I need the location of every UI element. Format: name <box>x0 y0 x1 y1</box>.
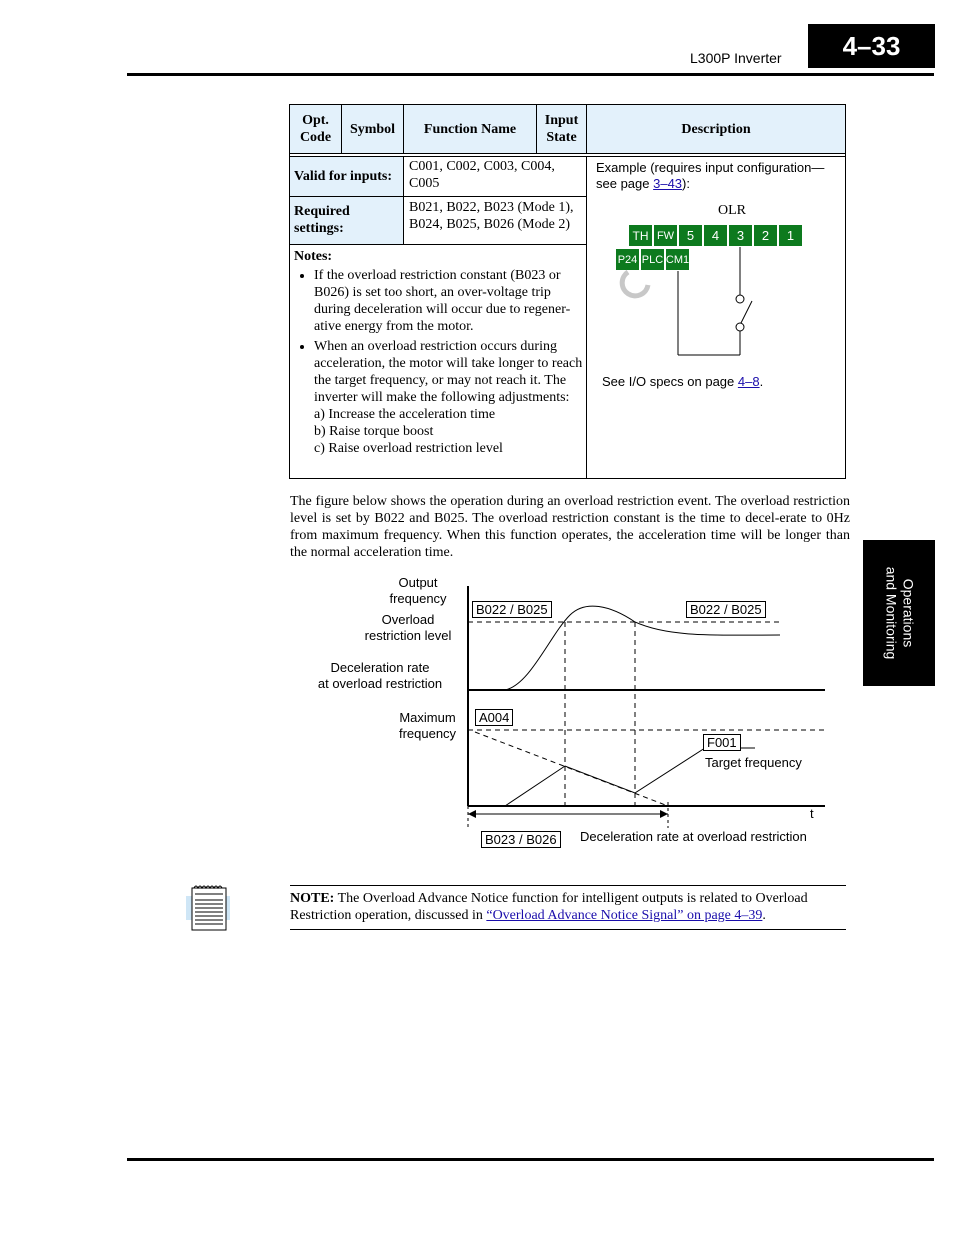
terminal-plc: PLC <box>640 248 665 271</box>
label-target-frequency: Target frequency <box>705 755 802 770</box>
body-paragraph: The figure below shows the operation during an overload restriction event. The overload restriction level is set by B022 and B025. The overload restriction constant is the time to decel-erate to 0Hz from maximum frequency. When this function operates, the acceleration time will be longer than the normal acceleration time. <box>290 494 850 560</box>
note-label: NOTE: <box>290 891 335 906</box>
chapter-tab-label: Operations and Monitoring <box>883 566 916 660</box>
note-link[interactable]: “Overload Advance Notice Signal” on page 4–39 <box>486 908 763 923</box>
label-max-frequency: Maximum frequency <box>398 710 457 741</box>
col-description: Description <box>587 105 845 153</box>
box-f001: F001 <box>703 734 741 751</box>
note-box: NOTE: The Overload Advance Notice function for intelligent outputs is related to Overload Restriction operation, discussed in “Overload Advance Notice Signal” on page 4–39. <box>290 885 846 930</box>
note-item: • When an overload restriction occurs during acceleration, the motor will take longer to reach the target frequency, or may not reach it. The inverter will make the following adjustments: a) Increase the acceleration time b) Raise torque boost c) Raise overload restriction level <box>314 338 584 457</box>
io-specs-link[interactable]: 4–8 <box>737 374 760 389</box>
valid-inputs-value: C001, C002, C003, C004, C005 <box>409 159 555 191</box>
label-t-axis: t <box>810 806 814 821</box>
switch-icon <box>740 301 752 325</box>
adjustment-item: c) Raise overload restriction level <box>314 441 503 456</box>
required-settings-value: B021, B022, B023 (Mode 1), B024, B025, B026 (Mode 2) <box>409 200 574 232</box>
olr-label: OLR <box>718 203 746 218</box>
terminal-1: 1 <box>778 224 803 247</box>
valid-inputs-label: Valid for inputs: <box>290 157 404 196</box>
running-header: L300P Inverter <box>690 50 782 66</box>
adjustment-item: a) Increase the acceleration time <box>314 407 496 422</box>
chapter-tab <box>863 540 935 686</box>
jumper-icon <box>622 272 648 296</box>
label-output-frequency: Output frequency <box>389 575 447 606</box>
terminal-fw: FW <box>653 224 678 247</box>
terminal-3: 3 <box>728 224 753 247</box>
label-decel-bottom: Deceleration rate at overload restriction <box>580 829 807 844</box>
notepad-icon <box>183 884 233 932</box>
col-function-name: Function Name <box>404 105 537 153</box>
box-b022-right: B022 / B025 <box>686 601 766 618</box>
terminal-4: 4 <box>703 224 728 247</box>
label-decel-rate: Deceleration rate at overload restriction <box>317 660 443 691</box>
footer-rule <box>127 1158 934 1161</box>
note-item: • If the overload restriction constant (B023 or B026) is set too short, an over-voltage trip during deceleration will occur due to regener-ative energy from the motor. <box>314 267 584 335</box>
example-page-link[interactable]: 3–43 <box>653 176 683 191</box>
box-a004: A004 <box>475 709 513 726</box>
notes-title: Notes: <box>294 249 333 264</box>
col-input-state: Input State <box>537 105 587 153</box>
notes-block <box>294 248 584 460</box>
required-settings-label: Required settings: <box>290 197 404 244</box>
terminal-2: 2 <box>753 224 778 247</box>
io-specs-text: See I/O specs on page 4–8. <box>602 374 764 389</box>
terminal-5: 5 <box>678 224 703 247</box>
wiring-diagram <box>610 245 760 360</box>
terminal-cm1: CM1 <box>665 248 690 271</box>
function-table <box>289 104 846 479</box>
box-b023: B023 / B026 <box>481 831 561 848</box>
col-symbol: Symbol <box>342 105 404 153</box>
col-opt-code: Opt. Code <box>290 105 342 153</box>
terminal-p24: P24 <box>615 248 640 271</box>
overload-restriction-diagram <box>460 580 840 835</box>
box-b022-left: B022 / B025 <box>472 601 552 618</box>
header-rule <box>127 73 934 76</box>
label-overload-level: Overload restriction level <box>364 612 452 643</box>
adjustment-item: b) Raise torque boost <box>314 424 434 439</box>
page-number: 4–33 <box>808 24 935 68</box>
example-text: Example (requires input configuration—see page 3–43): <box>596 160 825 191</box>
terminal-th: TH <box>628 224 653 247</box>
